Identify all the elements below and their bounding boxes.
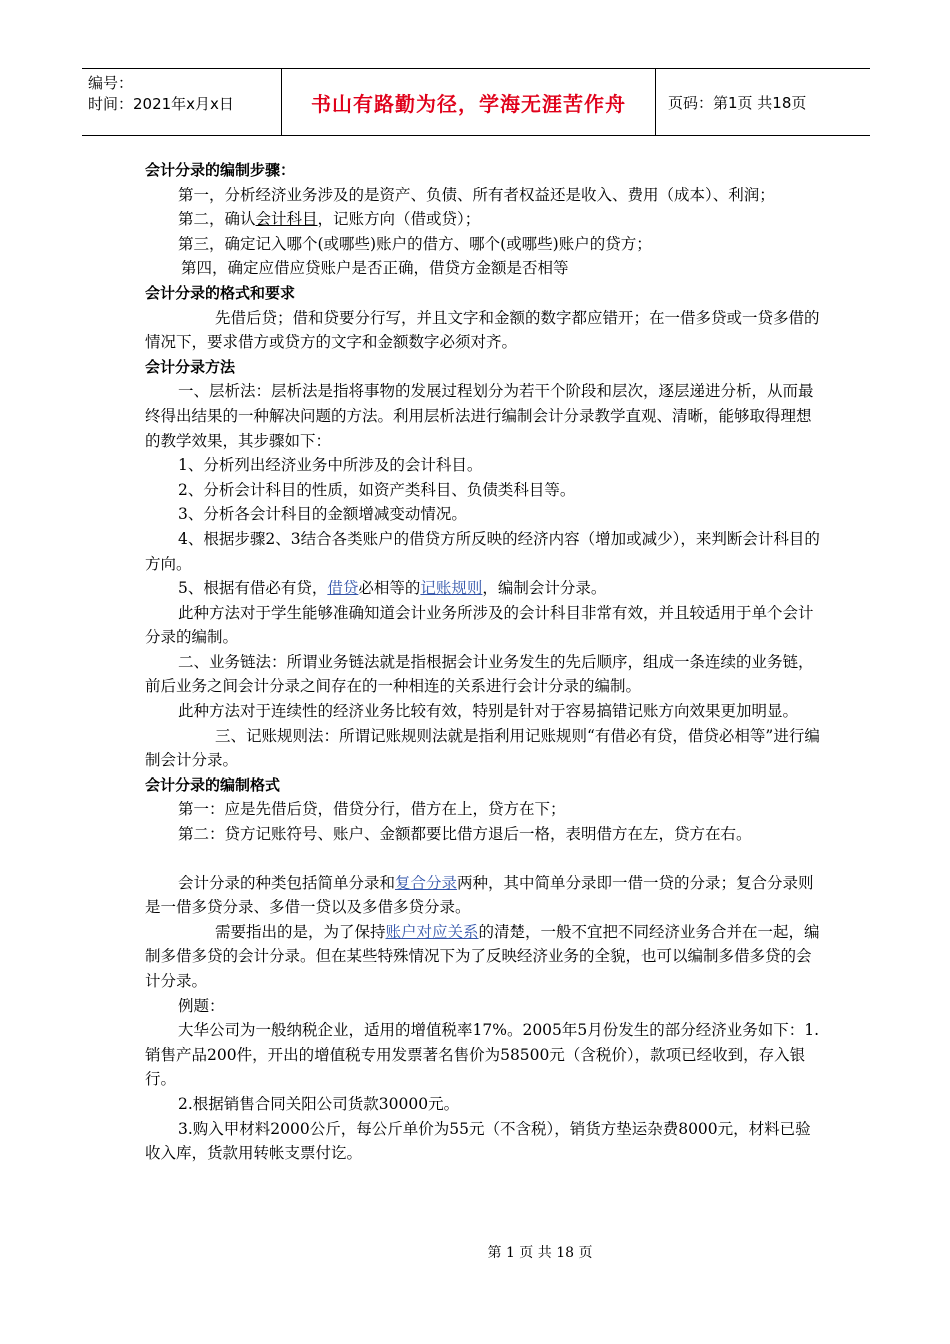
accounting-subject-link[interactable]: 会计科目 <box>255 210 318 229</box>
list-item: 3、分析各会计科目的金额增减变动情况。 <box>178 505 467 524</box>
document-date-label: 时间：2021年x月x日 <box>88 95 234 113</box>
text-span: ，编制会计分录。 <box>482 579 607 598</box>
paragraph <box>145 871 825 920</box>
text-span: 必相等的 <box>358 579 421 598</box>
page-footer: 第 1 页 共 18 页 <box>487 1245 593 1261</box>
paragraph: 第二：贷方记账符号、账户、金额都要比借方退后一格，表明借方在左，贷方在右。 <box>178 825 752 844</box>
section-title-compile-format: 会计分录的编制格式 <box>145 775 281 794</box>
text-span: 会计分录的种类包括简单分录和 <box>178 873 396 892</box>
section-title-format: 会计分录的格式和要求 <box>145 283 296 302</box>
bookkeeping-rule-link[interactable]: 记账规则 <box>420 579 483 598</box>
paragraph: 二、业务链法：所谓业务链法就是指根据会计业务发生的先后顺序，组成一条连续的业务链，前后业务之间会计分录之间存在的一种相连的关系进行会计分录的编制。 <box>145 652 814 696</box>
paragraph: 先借后贷；借和贷要分行写，并且文字和金额的数字都应错开；在一借多贷或一贷多借的情况下，要求借方或贷方的文字和金额数字必须对齐。 <box>145 308 820 352</box>
list-item: 4、根据步骤2、3结合各类账户的借贷方所反映的经济内容（增加或减少），来判断会计科目的方向。 <box>145 529 820 573</box>
section-title-steps: 会计分录的编制步骤： <box>145 161 296 179</box>
compound-entry-link[interactable]: 复合分录 <box>395 873 458 892</box>
paragraph: 一、层析法：层析法是指将事物的发展过程划分为若干个阶段和层次，逐层递进分析，从而最终得出结果的一种解决问题的方法。利用层析法进行编制会计分录教学直观、清晰，能够取得理想的教学效果，其步骤如下： <box>145 382 814 450</box>
paragraph: 第一，分析经济业务涉及的是资产、负债、所有者权益还是收入、费用（成本）、利润； <box>178 185 775 204</box>
paragraph: 第四，确定应借应贷账户是否正确，借贷方金额是否相等 <box>181 259 569 278</box>
document-number-label: 编号： <box>88 74 134 92</box>
list-item <box>145 576 825 601</box>
paragraph: 第一：应是先借后贷，借贷分行，借方在上，贷方在下； <box>178 800 566 819</box>
paragraph <box>145 920 825 994</box>
paragraph <box>145 207 825 232</box>
paragraph: 3.购入甲材料2000公斤，每公斤单价为55元（不含税），销货方垫运杂费8000元，材料已验收入库，货款用转帐支票付讫。 <box>145 1119 811 1163</box>
spacer <box>145 847 825 871</box>
text-span: 5、根据有借必有贷， <box>178 579 328 598</box>
account-correspondence-link[interactable]: 账户对应关系 <box>385 922 479 941</box>
header-motto: 书山有路勤为径，学海无涯苦作舟 <box>282 69 656 135</box>
paragraph: 此种方法对于学生能够准确知道会计业务所涉及的会计科目非常有效，并且较适用于单个会计分录的编制。 <box>145 603 814 647</box>
paragraph: 大华公司为一般纳税企业，适用的增值税率17%。2005年5月份发生的部分经济业务如下：1.销售产品200件，开出的增值税专用发票著名售价为58500元（含税价），款项已经收到，存入银行。 <box>145 1021 820 1089</box>
list-item: 1、分析列出经济业务中所涉及的会计科目。 <box>178 456 483 475</box>
paragraph: 2.根据销售合同关阳公司货款30000元。 <box>178 1094 460 1113</box>
text-span: 两种，其中简单分录即一借一贷的分录；复合分录则是一借多贷分录、多借一贷以及多借多贷分录。 <box>145 873 814 917</box>
text-span: ，记账方向（借或贷）； <box>317 210 481 229</box>
paragraph: 第三，确定记入哪个(或哪些)账户的借方、哪个(或哪些)账户的贷方； <box>178 234 652 253</box>
header-page-info: 页码：第1页 共18页 <box>668 93 807 112</box>
paragraph: 此种方法对于连续性的经济业务比较有效，特别是针对于容易搞错记账方向效果更加明显。 <box>178 702 799 721</box>
document-body <box>145 158 825 1166</box>
document-header <box>82 68 870 136</box>
text-span: 第二，确认 <box>178 210 256 229</box>
text-span: 的清楚，一般不宜把不同经济业务合并在一起，编制多借多贷的会计分录。但在某些特殊情况下为了反映经济业务的全貌，也可以编制多借多贷的会计分录。 <box>145 922 820 990</box>
paragraph: 三、记账规则法：所谓记账规则法就是指利用记账规则“有借必有贷，借贷必相等”进行编制会计分录。 <box>145 726 820 770</box>
section-title-methods: 会计分录方法 <box>145 357 236 376</box>
example-label: 例题： <box>178 996 225 1015</box>
header-meta <box>82 69 282 135</box>
text-span: 需要指出的是，为了保持 <box>215 922 386 941</box>
list-item: 2、分析会计科目的性质，如资产类科目、负债类科目等。 <box>178 480 576 499</box>
debit-credit-link[interactable]: 借贷 <box>327 579 359 598</box>
